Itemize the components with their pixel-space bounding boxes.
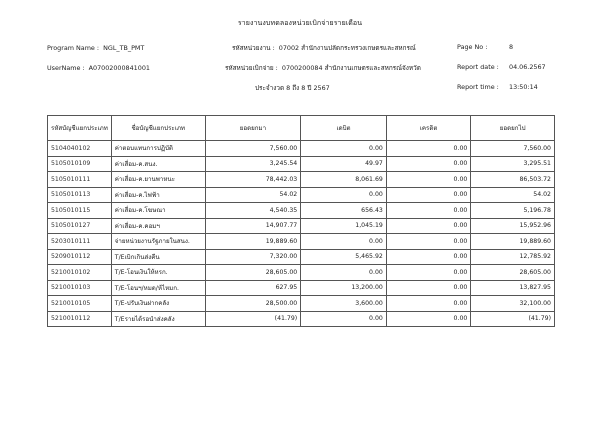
- account-name-cell: T/E-โอนฯ/หมด/ห้ไหมก.: [111, 280, 205, 296]
- table-row: [48, 203, 555, 219]
- table-row: [48, 249, 555, 265]
- closing-balance-cell: 7,560.00: [471, 141, 555, 157]
- credit-cell: 0.00: [386, 280, 471, 296]
- table-row: [48, 141, 555, 157]
- unit-value: 07002 สำนักงานปลัดกระทรวงเกษตรและสหกรณ์: [278, 44, 416, 52]
- report-date-value: 04.06.2567: [509, 63, 546, 71]
- account-name-cell: จ่ายหน่วยงานรัฐภายในสนง.: [111, 234, 205, 250]
- page-no-row: [457, 43, 514, 51]
- opening-balance-cell: 19,889.60: [205, 234, 301, 250]
- report-title: รายงานงบทดลองหน่วยเบิกจ่ายรายเดือน: [237, 19, 363, 27]
- account-code-cell: 5203010111: [48, 234, 112, 250]
- table-row: [48, 187, 555, 203]
- account-name-cell: ค่าเสื่อม-ค.สนง.: [111, 156, 205, 172]
- page-no-label: Page No :: [457, 43, 488, 51]
- disbursement-unit-value: 0700200084 สำนักงานเกษตรและสหกรณ์จังหวัด: [281, 64, 421, 72]
- account-code-cell: 5210010105: [48, 296, 112, 312]
- credit-cell: 0.00: [386, 296, 471, 312]
- table-row: [48, 296, 555, 312]
- closing-balance-cell: (41.79): [471, 311, 555, 327]
- debit-cell: 0.00: [301, 141, 387, 157]
- account-code-cell: 5210010103: [48, 280, 112, 296]
- account-name-cell: ค่าตอบแทนการปฏิบัติ: [111, 141, 205, 157]
- closing-balance-cell: 54.02: [471, 187, 555, 203]
- program-name-row: [47, 44, 144, 52]
- opening-balance-cell: 14,907.77: [205, 218, 301, 234]
- table-body: [48, 141, 555, 327]
- header-closing-balance: ยอดยกไป: [471, 116, 555, 141]
- account-code-cell: 5105010109: [48, 156, 112, 172]
- credit-cell: 0.00: [386, 141, 471, 157]
- header-credit: เครดิต: [386, 116, 471, 141]
- account-code-cell: 5105010111: [48, 172, 112, 188]
- account-name-cell: ค่าเสื่อม-ค.คอมฯ: [111, 218, 205, 234]
- opening-balance-cell: 54.02: [205, 187, 301, 203]
- account-name-cell: ค่าเสื่อม-ค.ยานพาหนะ: [111, 172, 205, 188]
- credit-cell: 0.00: [386, 156, 471, 172]
- debit-cell: 0.00: [301, 234, 387, 250]
- credit-cell: 0.00: [386, 234, 471, 250]
- account-name-cell: T/Eรายได้รอนำส่งคลัง: [111, 311, 205, 327]
- closing-balance-cell: 86,503.72: [471, 172, 555, 188]
- credit-cell: 0.00: [386, 249, 471, 265]
- closing-balance-cell: 19,889.60: [471, 234, 555, 250]
- program-name-label: Program Name :: [47, 44, 100, 52]
- account-name-cell: ค่าเสื่อม-ค.ไฟฟ้า: [111, 187, 205, 203]
- debit-cell: 8,061.69: [301, 172, 387, 188]
- debit-cell: 5,465.92: [301, 249, 387, 265]
- table-row: [48, 280, 555, 296]
- account-name-cell: ค่าเสื่อม-ค.โฆษณา: [111, 203, 205, 219]
- table-row: [48, 156, 555, 172]
- opening-balance-cell: 78,442.03: [205, 172, 301, 188]
- closing-balance-cell: 15,952.96: [471, 218, 555, 234]
- username-value: A07002000841001: [88, 64, 150, 72]
- header-account-code: รหัสบัญชีแยกประเภท: [48, 116, 112, 141]
- credit-cell: 0.00: [386, 265, 471, 281]
- account-code-cell: 5104040102: [48, 141, 112, 157]
- debit-cell: 13,200.00: [301, 280, 387, 296]
- table-row: [48, 311, 555, 327]
- program-name-value: NGL_TB_PMT: [103, 44, 145, 52]
- debit-cell: 49.97: [301, 156, 387, 172]
- table-row: [48, 218, 555, 234]
- account-name-cell: T/Eเบิกเกินส่งคืน: [111, 249, 205, 265]
- table-row: [48, 172, 555, 188]
- account-name-cell: T/E-โอนเงินให้หรก.: [111, 265, 205, 281]
- report-time-value: 13:50:14: [509, 83, 538, 91]
- closing-balance-cell: 5,196.78: [471, 203, 555, 219]
- debit-cell: 3,600.00: [301, 296, 387, 312]
- debit-cell: 0.00: [301, 311, 387, 327]
- opening-balance-cell: 627.95: [205, 280, 301, 296]
- opening-balance-cell: 4,540.35: [205, 203, 301, 219]
- unit-row: [232, 43, 416, 53]
- debit-cell: 0.00: [301, 187, 387, 203]
- opening-balance-cell: 3,245.54: [205, 156, 301, 172]
- opening-balance-cell: 7,560.00: [205, 141, 301, 157]
- closing-balance-cell: 13,827.95: [471, 280, 555, 296]
- debit-cell: 0.00: [301, 265, 387, 281]
- credit-cell: 0.00: [386, 218, 471, 234]
- table-row: [48, 265, 555, 281]
- account-code-cell: 5210010112: [48, 311, 112, 327]
- report-period: ประจำงวด 8 ถึง 8 ปี 2567: [255, 84, 330, 92]
- account-code-cell: 5105010113: [48, 187, 112, 203]
- opening-balance-cell: 28,605.00: [205, 265, 301, 281]
- credit-cell: 0.00: [386, 311, 471, 327]
- page-no-value: 8: [509, 43, 514, 51]
- account-code-cell: 5105010127: [48, 218, 112, 234]
- opening-balance-cell: 28,500.00: [205, 296, 301, 312]
- trial-balance-table: [47, 115, 555, 327]
- disbursement-unit-label: รหัสหน่วยเบิกจ่าย :: [225, 64, 278, 72]
- table-header-row: [48, 116, 555, 141]
- opening-balance-cell: (41.79): [205, 311, 301, 327]
- header-account-name: ชื่อบัญชีแยกประเภท: [111, 116, 205, 141]
- credit-cell: 0.00: [386, 172, 471, 188]
- report-time-row: [457, 83, 538, 91]
- account-code-cell: 5210010102: [48, 265, 112, 281]
- username-label: UserName :: [47, 64, 85, 72]
- opening-balance-cell: 7,320.00: [205, 249, 301, 265]
- closing-balance-cell: 3,295.51: [471, 156, 555, 172]
- credit-cell: 0.00: [386, 203, 471, 219]
- account-name-cell: T/E-ปรับเงินฝากคลัง: [111, 296, 205, 312]
- table-row: [48, 234, 555, 250]
- header-opening-balance: ยอดยกมา: [205, 116, 301, 141]
- report-time-label: Report time :: [457, 83, 499, 91]
- report-date-row: [457, 63, 546, 71]
- credit-cell: 0.00: [386, 187, 471, 203]
- unit-label: รหัสหน่วยงาน :: [232, 44, 275, 52]
- account-code-cell: 5209010112: [48, 249, 112, 265]
- debit-cell: 656.43: [301, 203, 387, 219]
- account-code-cell: 5105010115: [48, 203, 112, 219]
- disbursement-unit-row: [225, 63, 421, 73]
- header-debit: เดบิต: [301, 116, 387, 141]
- closing-balance-cell: 12,785.92: [471, 249, 555, 265]
- closing-balance-cell: 32,100.00: [471, 296, 555, 312]
- closing-balance-cell: 28,605.00: [471, 265, 555, 281]
- debit-cell: 1,045.19: [301, 218, 387, 234]
- report-date-label: Report date :: [457, 63, 499, 71]
- username-row: [47, 64, 150, 72]
